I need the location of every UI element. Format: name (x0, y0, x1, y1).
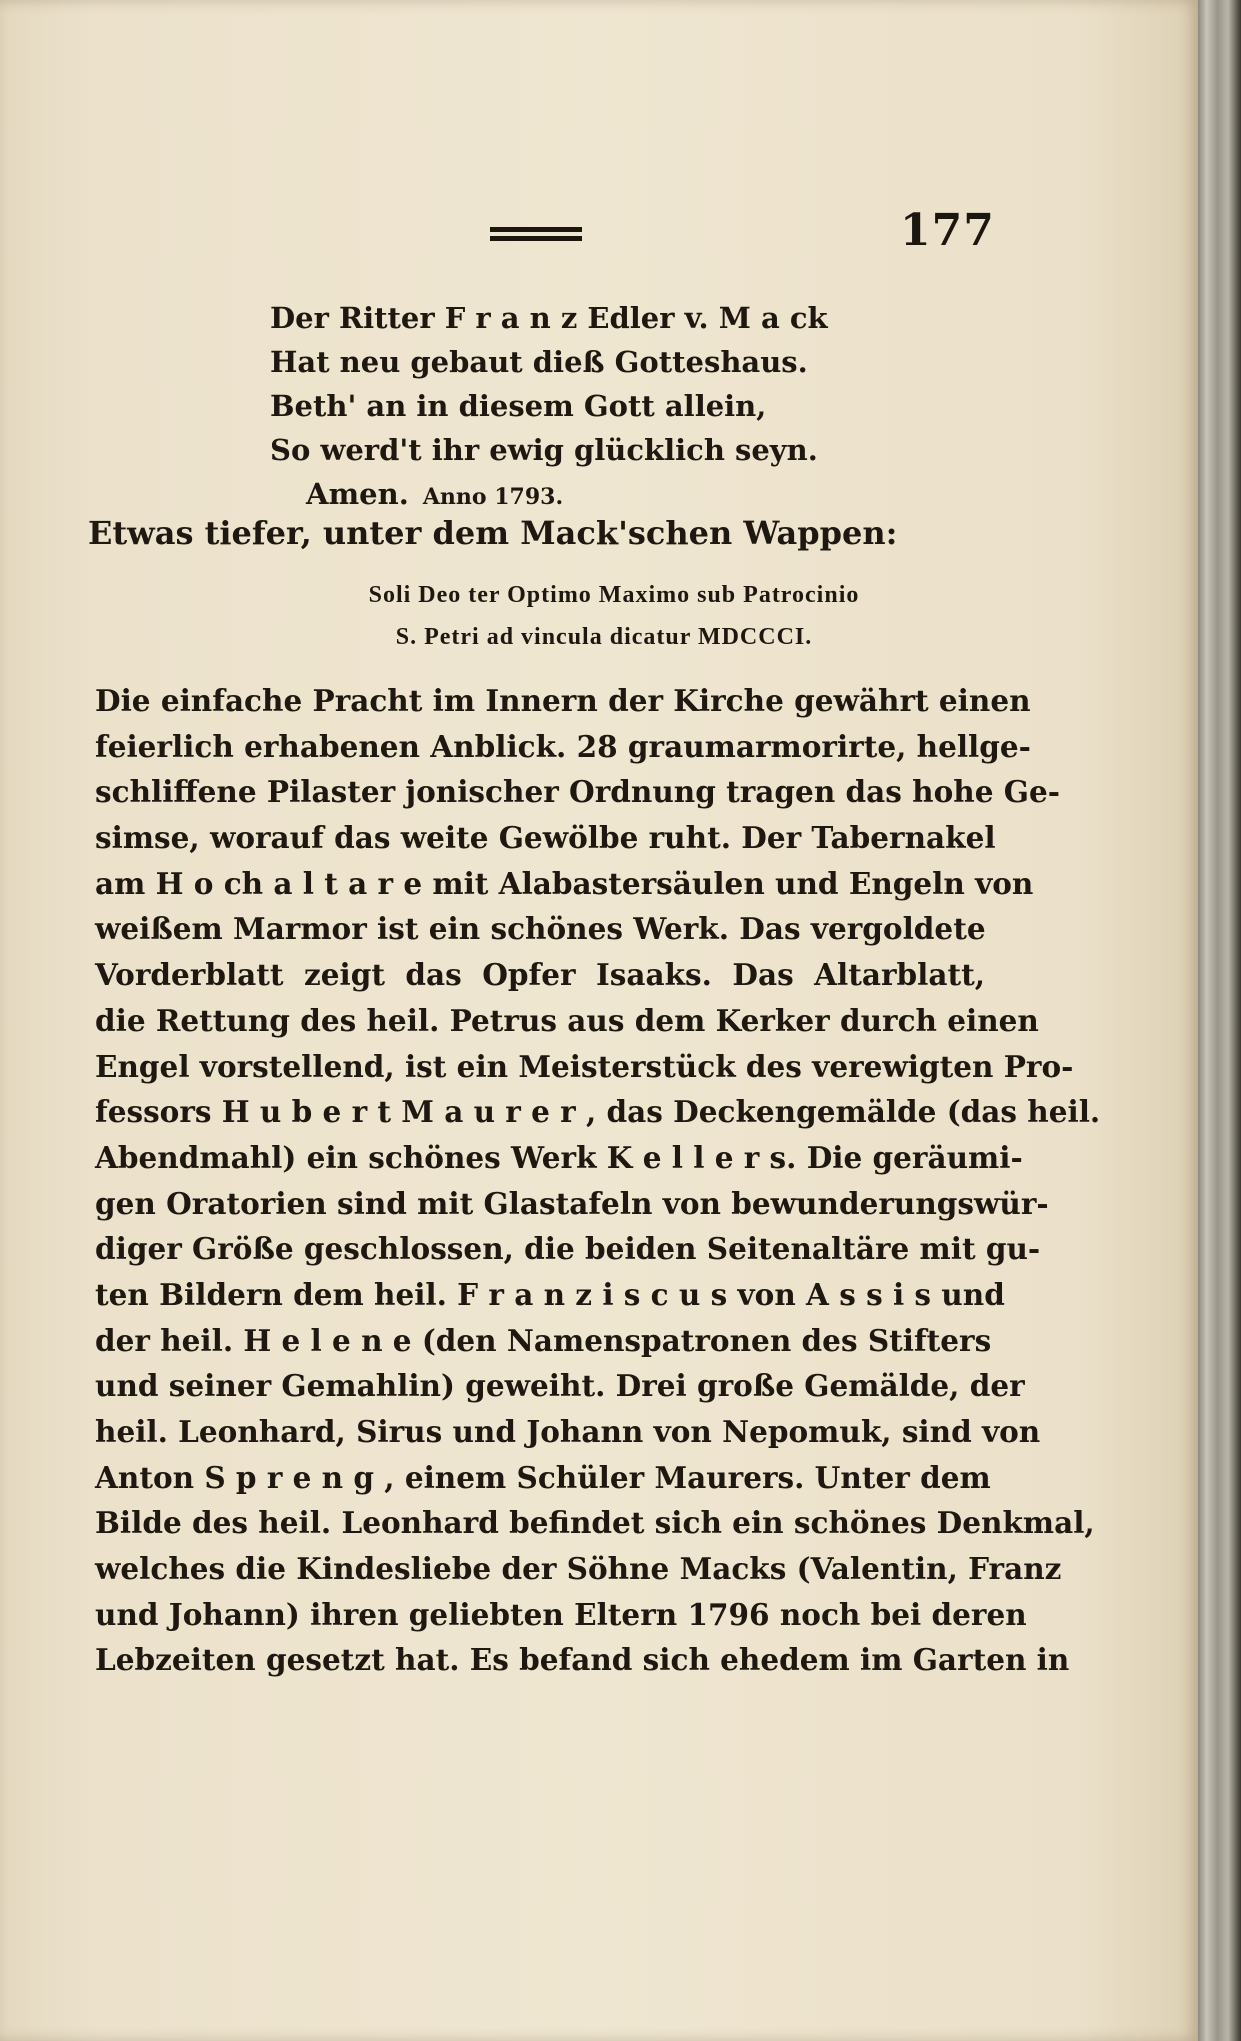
body-line: welches die Kindesliebe der Söhne Macks (Valentin, Franz (95, 1551, 1062, 1587)
book-page-edge (1198, 0, 1241, 2041)
body-line: Anton S p r e n g , einem Schüler Maurers. Unter dem (95, 1459, 991, 1495)
verse-line: Beth' an in diesem Gott allein, (270, 389, 767, 423)
body-line: diger Größe geschlossen, die beiden Seitenaltäre mit gu- (95, 1231, 1041, 1267)
body-line: die Rettung des heil. Petrus aus dem Kerker durch einen (95, 1002, 1039, 1038)
body-line: und Johann) ihren geliebten Eltern 1796 noch bei deren (95, 1596, 1027, 1632)
page-number: 177 (900, 205, 995, 256)
body-line: Abendmahl) ein schönes Werk K e l l e r s. Die geräumi- (95, 1139, 1023, 1175)
verse-line: Hat neu gebaut dieß Gotteshaus. (270, 345, 808, 379)
body-line: Die einfache Pracht im Innern der Kirche gewährt einen (95, 683, 1031, 718)
body-line: der heil. H e l e n e (den Namenspatronen des Stifters (95, 1322, 992, 1358)
body-line: Vorderblatt zeigt das Opfer Isaaks. Das Altarblatt, (95, 957, 985, 993)
body-line: und seiner Gemahlin) geweiht. Drei große Gemälde, der (95, 1368, 1025, 1404)
body-line: Lebzeiten gesetzt hat. Es befand sich ehedem im Garten in (95, 1642, 1070, 1678)
verse-amen: Amen. (306, 477, 409, 511)
body-line: feierlich erhabenen Anblick. 28 graumarmorirte, hellge- (95, 728, 1031, 764)
body-line: fessors H u b e r t M a u r e r , das Deckengemälde (das heil. (95, 1094, 1101, 1130)
body-paragraph (95, 678, 1101, 1683)
body-line: gen Oratorien sind mit Glastafeln von bewunderungswür- (95, 1185, 1049, 1221)
inscription-verse (270, 296, 990, 516)
body-line: am H o ch a l t a r e mit Alabastersäulen und Engeln von (95, 865, 1034, 901)
verse-line: Der Ritter F r a n z Edler v. M a ck (270, 301, 828, 335)
verse-year: Anno 1793. (422, 484, 564, 510)
section-subheading: Etwas tiefer, unter dem Mack'schen Wappen: (88, 514, 898, 552)
latin-inscription-line: S. Petri ad vincula dicatur MDCCCI. (395, 624, 813, 650)
verse-line: So werd't ihr ewig glücklich seyn. (270, 433, 818, 467)
body-line: Bilde des heil. Leonhard befindet sich ein schönes Denkmal, (95, 1505, 1095, 1541)
body-line: ten Bildern dem heil. F r a n z i s c u s von A s s i s und (95, 1276, 1005, 1312)
body-line: weißem Marmor ist ein schönes Werk. Das vergoldete (95, 911, 986, 947)
body-line: schliffene Pilaster jonischer Ordnung tragen das hohe Ge- (95, 774, 1060, 810)
verse-amen-line (270, 472, 990, 516)
body-line: Engel vorstellend, ist ein Meisterstück des verewigten Pro- (95, 1048, 1074, 1084)
header-rule (490, 227, 582, 245)
body-line: simse, worauf das weite Gewölbe ruht. Der Tabernakel (95, 820, 996, 856)
page-header (0, 205, 1198, 265)
latin-inscription-line: Soli Deo ter Optimo Maximo sub Patrocinio (368, 582, 860, 608)
body-line: heil. Leonhard, Sirus und Johann von Nepomuk, sind von (95, 1414, 1041, 1449)
